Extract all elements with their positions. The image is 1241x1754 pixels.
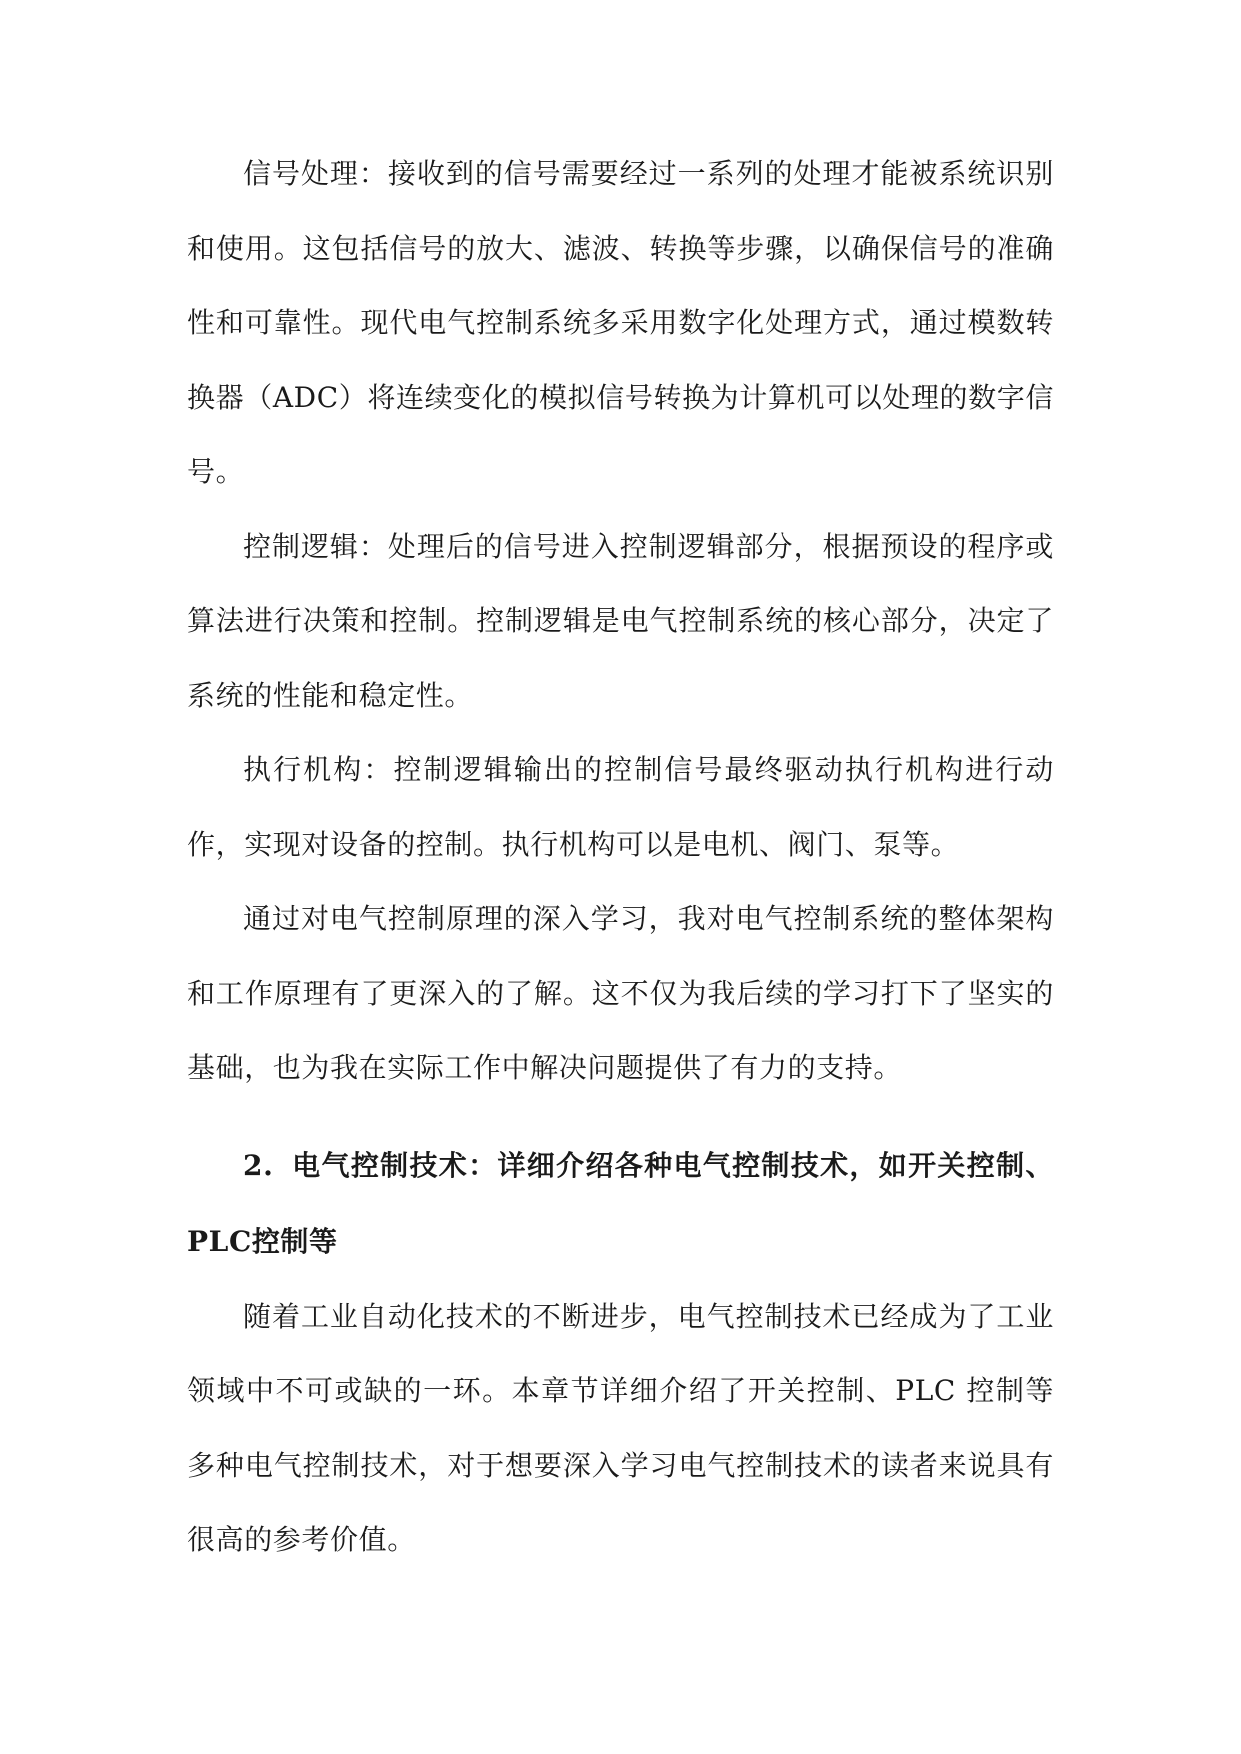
section-number: 2. [243,1148,274,1182]
paragraph-signal-processing: 信号处理：接收到的信号需要经过一系列的处理才能被系统识别和使用。这包括信号的放大、滤波、转换等步骤，以确保信号的准确性和可靠性。现代电气控制系统多采用数字化处理方式，通过模数转换器（ADC）将连续变化的模拟信号转换为计算机可以处理的数字信号。 [187,157,1054,488]
section-heading [187,1128,1054,1280]
paragraph-actuator: 执行机构：控制逻辑输出的控制信号最终驱动执行机构进行动作，实现对设备的控制。执行机构可以是电机、阀门、泵等。 [187,753,1054,861]
paragraph-intro-control-tech: 随着工业自动化技术的不断进步，电气控制技术已经成为了工业领域中不可或缺的一环。本章节详细介绍了开关控制、PLC 控制等多种电气控制技术，对于想要深入学习电气控制技术的读者来说具有很高的参考价值。 [187,1299,1054,1556]
section-title: 电气控制技术：详细介绍各种电气控制技术，如开关控制、PLC控制等 [187,1148,1054,1258]
document-body [187,137,1054,1578]
paragraph-control-logic: 控制逻辑：处理后的信号进入控制逻辑部分，根据预设的程序或算法进行决策和控制。控制逻辑是电气控制系统的核心部分，决定了系统的性能和稳定性。 [187,529,1054,712]
paragraph-summary: 通过对电气控制原理的深入学习，我对电气控制系统的整体架构和工作原理有了更深入的了解。这不仅为我后续的学习打下了坚实的基础，也为我在实际工作中解决问题提供了有力的支持。 [187,902,1054,1084]
